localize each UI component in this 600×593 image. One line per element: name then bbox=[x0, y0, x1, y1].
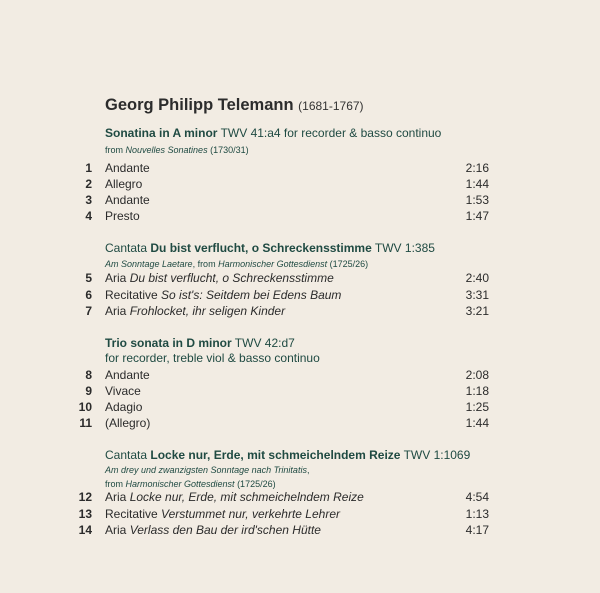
track-row bbox=[0, 490, 600, 506]
note-text: from bbox=[105, 479, 126, 489]
work-catalog: TWV 1:385 bbox=[371, 241, 435, 255]
work-catalog: TWV 1:1069 bbox=[400, 448, 471, 462]
work-title bbox=[105, 336, 295, 350]
track-number: 12 bbox=[78, 490, 92, 504]
track-text-incipit: So ist's: Seitdem bei Edens Baum bbox=[161, 288, 342, 302]
track-number: 11 bbox=[79, 416, 92, 430]
work-source-note bbox=[105, 145, 249, 155]
track-row bbox=[0, 400, 600, 416]
note-italic: Am drey und zwanzigsten Sonntage nach Trinitatis bbox=[105, 465, 307, 475]
track-form: Aria bbox=[105, 523, 130, 537]
track-title bbox=[105, 490, 364, 504]
work-title bbox=[105, 241, 435, 255]
track-number: 4 bbox=[85, 209, 92, 223]
track-number: 8 bbox=[85, 368, 92, 382]
track-duration: 4:54 bbox=[465, 490, 489, 504]
track-number: 5 bbox=[85, 271, 92, 285]
track-number: 7 bbox=[85, 304, 92, 318]
track-duration: 3:21 bbox=[465, 304, 489, 318]
track-duration: 4:17 bbox=[465, 523, 489, 537]
note-text: (1725/26) bbox=[234, 479, 276, 489]
track-tempo: Adagio bbox=[105, 400, 143, 414]
work-genre: Cantata bbox=[105, 448, 151, 462]
composer-heading bbox=[105, 96, 364, 115]
track-row bbox=[0, 193, 600, 209]
track-title bbox=[105, 193, 150, 207]
track-tempo: Allegro bbox=[105, 177, 143, 191]
track-number: 14 bbox=[78, 523, 92, 537]
track-row bbox=[0, 161, 600, 177]
work-source-note bbox=[105, 259, 368, 269]
composer-name: Georg Philipp Telemann bbox=[105, 96, 294, 114]
track-title bbox=[105, 209, 140, 223]
work-name: Trio sonata in D minor bbox=[105, 336, 232, 350]
track-title bbox=[105, 384, 141, 398]
work-source-note bbox=[105, 479, 276, 489]
track-form: Aria bbox=[105, 304, 130, 318]
track-tempo: Andante bbox=[105, 193, 150, 207]
track-text-incipit: Verlass den Bau der ird'schen Hütte bbox=[129, 523, 321, 537]
note-italic: Harmonischer Gottesdienst bbox=[125, 479, 235, 489]
note-italic: Am Sonntage Laetare bbox=[105, 259, 193, 269]
track-row bbox=[0, 416, 600, 432]
track-row bbox=[0, 507, 600, 523]
track-form: Recitative bbox=[105, 507, 162, 521]
track-duration: 1:13 bbox=[465, 507, 489, 521]
track-tempo: Presto bbox=[105, 209, 140, 223]
work-catalog: TWV 41:a4 for recorder & basso continuo bbox=[217, 126, 442, 140]
track-row bbox=[0, 288, 600, 304]
composer-dates: (1681-1767) bbox=[298, 99, 364, 113]
track-number: 2 bbox=[85, 177, 92, 191]
work-source-note bbox=[105, 465, 309, 475]
track-number: 10 bbox=[78, 400, 92, 414]
track-duration: 2:08 bbox=[465, 368, 489, 382]
note-text: (1730/31) bbox=[207, 145, 249, 155]
note-text: from bbox=[105, 145, 126, 155]
work-name: Du bist verflucht, o Schreckensstimme bbox=[150, 241, 372, 255]
track-row bbox=[0, 271, 600, 287]
track-title bbox=[105, 416, 150, 430]
track-title bbox=[105, 400, 142, 414]
track-row bbox=[0, 368, 600, 384]
track-duration: 2:16 bbox=[465, 161, 489, 175]
track-form: Aria bbox=[105, 271, 130, 285]
track-title bbox=[105, 161, 150, 175]
track-number: 6 bbox=[85, 288, 92, 302]
track-duration: 1:47 bbox=[465, 209, 489, 223]
track-title bbox=[105, 177, 142, 191]
track-number: 1 bbox=[85, 161, 92, 175]
track-title bbox=[105, 304, 285, 318]
track-text-incipit: Verstummet nur, verkehrte Lehrer bbox=[161, 507, 340, 521]
track-tempo: Vivace bbox=[105, 384, 141, 398]
track-duration: 1:25 bbox=[465, 400, 489, 414]
note-italic: Harmonischer Gottesdienst bbox=[218, 259, 328, 269]
track-number: 13 bbox=[78, 507, 92, 521]
track-form: Recitative bbox=[105, 288, 162, 302]
track-title bbox=[105, 523, 321, 537]
track-tempo: Andante bbox=[105, 368, 150, 382]
work-instrumentation: for recorder, treble viol & basso continuo bbox=[105, 351, 320, 365]
track-row bbox=[0, 209, 600, 225]
track-title bbox=[105, 507, 340, 521]
track-duration: 1:53 bbox=[465, 193, 489, 207]
track-text-incipit: Frohlocket, ihr seligen Kinder bbox=[129, 304, 286, 318]
track-duration: 3:31 bbox=[465, 288, 489, 302]
track-title bbox=[105, 368, 150, 382]
track-number: 9 bbox=[85, 384, 92, 398]
work-name: Locke nur, Erde, mit schmeichelndem Reize bbox=[150, 448, 401, 462]
work-catalog: TWV 42:d7 bbox=[231, 336, 295, 350]
track-text-incipit: Locke nur, Erde, mit schmeichelndem Reize bbox=[129, 490, 364, 504]
work-title bbox=[105, 126, 441, 140]
track-title bbox=[105, 271, 334, 285]
note-italic: Nouvelles Sonatines bbox=[125, 145, 208, 155]
track-duration: 1:18 bbox=[465, 384, 489, 398]
track-row bbox=[0, 177, 600, 193]
note-text: , bbox=[306, 465, 310, 475]
track-duration: 1:44 bbox=[465, 416, 489, 430]
track-duration: 1:44 bbox=[465, 177, 489, 191]
track-tempo: Andante bbox=[105, 161, 150, 175]
track-form: Aria bbox=[105, 490, 130, 504]
work-title bbox=[105, 448, 470, 462]
track-title bbox=[105, 288, 341, 302]
work-genre: Cantata bbox=[105, 241, 151, 255]
note-text: , from bbox=[192, 259, 219, 269]
work-name: Sonatina in A minor bbox=[105, 126, 218, 140]
track-row bbox=[0, 304, 600, 320]
track-duration: 2:40 bbox=[465, 271, 489, 285]
track-number: 3 bbox=[85, 193, 92, 207]
note-text: (1725/26) bbox=[327, 259, 369, 269]
track-tempo: (Allegro) bbox=[105, 416, 151, 430]
track-row bbox=[0, 384, 600, 400]
track-text-incipit: Du bist verflucht, o Schreckensstimme bbox=[129, 271, 334, 285]
track-row bbox=[0, 523, 600, 539]
